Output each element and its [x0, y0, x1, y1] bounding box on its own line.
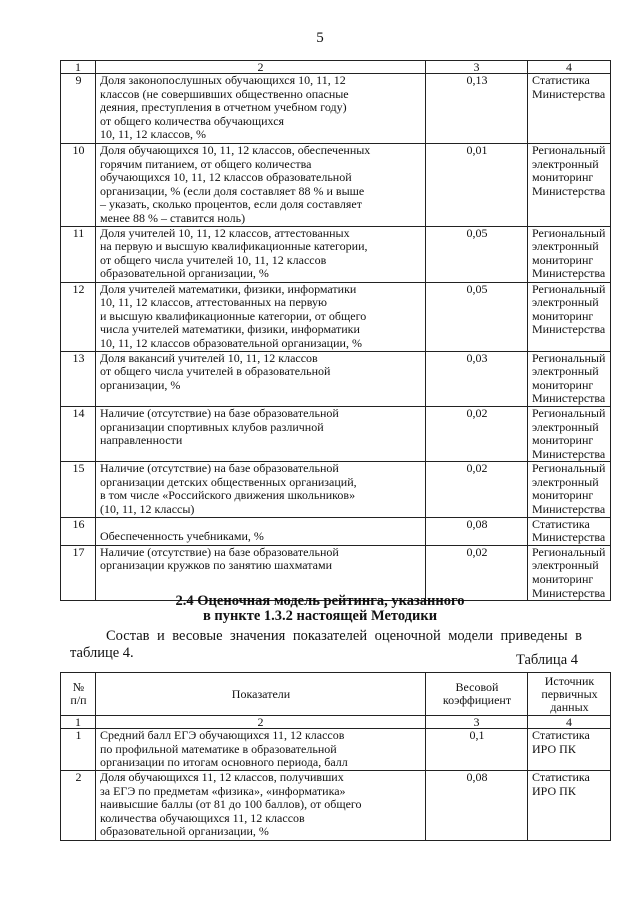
table-row	[61, 351, 611, 406]
column-header: Весовой коэффициент	[426, 673, 528, 716]
table-row	[61, 406, 611, 461]
table-row	[61, 462, 611, 517]
weight-coefficient: 0,05	[426, 282, 528, 351]
indicator-text: Наличие (отсутствие) на базе образовательной организации детских общественных организаций, в том числе «Российского движения школьников» (10, 11, 12 классы)	[96, 462, 426, 517]
row-number: 1	[61, 729, 96, 771]
table-column-headers	[61, 673, 611, 716]
table-caption: Таблица 4	[515, 652, 578, 668]
weight-coefficient: 0,01	[426, 144, 528, 227]
column-number-cell: 3	[426, 61, 528, 74]
indicator-text: Доля учителей 10, 11, 12 классов, аттестованных на первую и высшую квалификационные категории, от общего числа учителей 10, 11, 12 классов образовательной организации, %	[96, 226, 426, 282]
page-number: 5	[316, 30, 324, 46]
table-row	[61, 282, 611, 351]
data-source: Статистика Министерства	[528, 517, 611, 545]
data-source: Статистика ИРО ПК	[528, 771, 611, 841]
table-row	[61, 517, 611, 545]
table-header-row	[61, 716, 611, 729]
weight-coefficient: 0,08	[426, 517, 528, 545]
weight-coefficient: 0,08	[426, 771, 528, 841]
weight-coefficient: 0,02	[426, 545, 528, 600]
row-number: 2	[61, 771, 96, 841]
section-title: 2.4 Оценочная модель рейтинга, указанного в пункте 1.3.2 настоящей Методики	[175, 593, 465, 624]
data-source: Региональный электронный мониторинг Министерства	[528, 282, 611, 351]
table-row	[61, 74, 611, 144]
data-source: Региональный электронный мониторинг Министерства	[528, 144, 611, 227]
column-header: Показатели	[96, 673, 426, 716]
row-number: 14	[61, 406, 96, 461]
indicator-text: Доля учителей математики, физики, информатики 10, 11, 12 классов, аттестованных на первую и высшую квалификационные категории, от общего числа учителей математики, физики, информатики 10, 11, 12 классов образовательной организации, %	[96, 282, 426, 351]
row-number: 10	[61, 144, 96, 227]
indicator-text: Доля законопослушных обучающихся 10, 11, 12 классов (не совершивших общественно опасные деяния, преступления в отчетном учебном году) от общего количества обучающихся 10, 11, 12 классов, %	[96, 74, 426, 144]
column-header: Источник первичных данных	[528, 673, 611, 716]
weight-coefficient: 0,02	[426, 462, 528, 517]
indicator-text: Наличие (отсутствие) на базе образовательной организации кружков по занятию шахматами	[96, 545, 426, 600]
row-number: 12	[61, 282, 96, 351]
column-number-cell: 4	[528, 61, 611, 74]
weight-coefficient: 0,02	[426, 406, 528, 461]
weight-coefficient: 0,13	[426, 74, 528, 144]
row-number: 11	[61, 226, 96, 282]
column-number-cell: 1	[61, 61, 96, 74]
weight-coefficient: 0,1	[426, 729, 528, 771]
column-header: № п/п	[61, 673, 96, 716]
table-row	[61, 729, 611, 771]
indicator-text: Средний балл ЕГЭ обучающихся 11, 12 классов по профильной математике в образовательной организации по итогам основного периода, балл	[96, 729, 426, 771]
data-source: Региональный электронный мониторинг Министерства	[528, 351, 611, 406]
row-number: 15	[61, 462, 96, 517]
column-number-cell: 2	[96, 61, 426, 74]
indicator-text: Обеспеченность учебниками, %	[96, 517, 426, 545]
weight-coefficient: 0,03	[426, 351, 528, 406]
indicator-text: Наличие (отсутствие) на базе образовательной организации спортивных клубов различной направленности	[96, 406, 426, 461]
section-paragraph: Состав и весовые значения показателей оценочной модели приведены в таблице 4.	[70, 628, 582, 661]
rating-model-table	[60, 672, 611, 841]
data-source: Региональный электронный мониторинг Министерства	[528, 226, 611, 282]
data-source: Статистика ИРО ПК	[528, 729, 611, 771]
indicator-text: Доля обучающихся 10, 11, 12 классов, обеспеченных горячим питанием, от общего количества обучающихся 10, 11, 12 классов образовательной организации, % (если доля составляет 88 % и выше – указать, сколько процентов, если доля составляет менее 88 % – ставится ноль)	[96, 144, 426, 227]
table-row	[61, 771, 611, 841]
data-source: Региональный электронный мониторинг Министерства	[528, 545, 611, 600]
column-number-cell: 2	[96, 716, 426, 729]
column-number-cell: 1	[61, 716, 96, 729]
data-source: Региональный электронный мониторинг Министерства	[528, 462, 611, 517]
indicator-text: Доля обучающихся 11, 12 классов, получивших за ЕГЭ по предметам «физика», «информатика» наивысшие баллы (от 81 до 100 баллов), от общего количества обучающихся 11, 12 классов образовательной организации, %	[96, 771, 426, 841]
table-row	[61, 226, 611, 282]
row-number: 13	[61, 351, 96, 406]
row-number: 9	[61, 74, 96, 144]
row-number: 16	[61, 517, 96, 545]
column-number-cell: 4	[528, 716, 611, 729]
column-number-cell: 3	[426, 716, 528, 729]
data-source: Региональный электронный мониторинг Министерства	[528, 406, 611, 461]
data-source: Статистика Министерства	[528, 74, 611, 144]
row-number: 17	[61, 545, 96, 600]
table-header-row	[61, 61, 611, 74]
indicators-table-continued	[60, 60, 611, 601]
weight-coefficient: 0,05	[426, 226, 528, 282]
indicator-text: Доля вакансий учителей 10, 11, 12 классов от общего числа учителей в образовательной организации, %	[96, 351, 426, 406]
table-row	[61, 144, 611, 227]
